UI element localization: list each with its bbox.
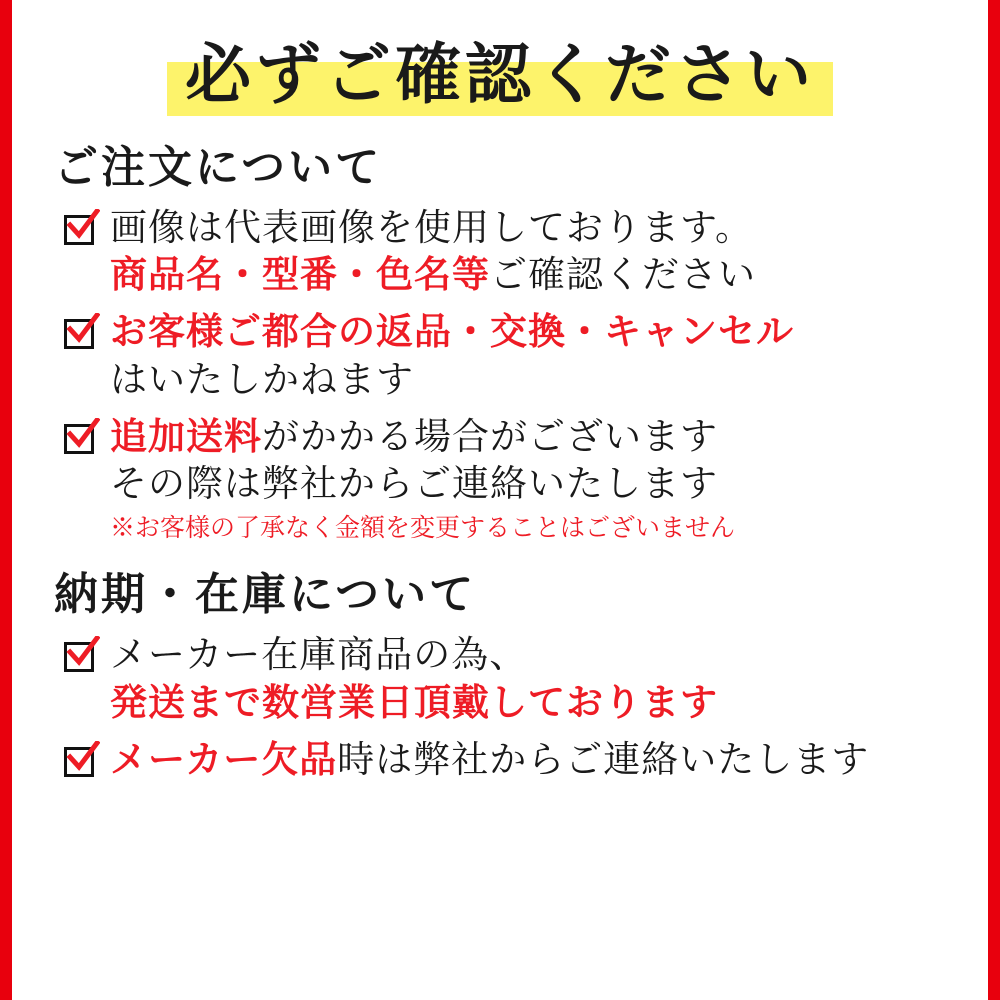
section-heading-orders: ご注文について: [54, 142, 383, 192]
checkbox-checked-icon: [62, 638, 102, 678]
list-item: [62, 414, 960, 545]
emphasis-text: 商品名・型番・色名等: [110, 255, 490, 297]
plain-text: ご確認ください: [490, 255, 756, 297]
list-item: [62, 737, 960, 784]
right-red-border: [988, 0, 1000, 1000]
list-item-line: [110, 252, 960, 299]
list-item-lines: [110, 205, 960, 300]
list-item-line: [110, 737, 960, 784]
plain-text: 時は弊社からご連絡いたします: [337, 739, 870, 781]
page-title-text: 必ずご確認ください: [185, 39, 815, 112]
emphasis-text: メーカー欠品: [110, 739, 338, 781]
checkbox-checked-icon: [62, 743, 102, 783]
page-title-wrapper: [40, 36, 960, 120]
emphasis-text: 追加送料: [110, 417, 262, 459]
list-item-line: [110, 414, 960, 461]
page-title: [167, 36, 833, 120]
list-item: [62, 309, 960, 404]
notice-content: [12, 0, 988, 1000]
left-red-border: [0, 0, 12, 1000]
list-item-lines: [110, 632, 960, 727]
list-item: [62, 632, 960, 727]
list-item-line: はいたしかねます: [110, 359, 414, 401]
list-item-line: その際は弊社からご連絡いたします: [110, 464, 718, 506]
checkbox-checked-icon: [62, 211, 102, 251]
list-item-lines: [110, 414, 960, 545]
list-item-note: ※お客様の了承なく金額を変更することはございません: [110, 514, 736, 542]
list-item: [62, 205, 960, 300]
list-item-line: メーカー在庫商品の為、: [110, 635, 528, 677]
section-heading-delivery: 納期・在庫について: [54, 570, 477, 620]
plain-text: がかかる場合がございます: [262, 417, 718, 459]
list-item-lines: [110, 309, 960, 404]
list-item-lines: [110, 737, 960, 784]
list-item-line: 画像は代表画像を使用しております。: [110, 207, 754, 249]
list-item-line: お客様ご都合の返品・交換・キャンセル: [110, 312, 794, 354]
list-item-line: 発送まで数営業日頂戴しております: [110, 682, 718, 724]
checkbox-checked-icon: [62, 420, 102, 460]
checkbox-checked-icon: [62, 315, 102, 355]
